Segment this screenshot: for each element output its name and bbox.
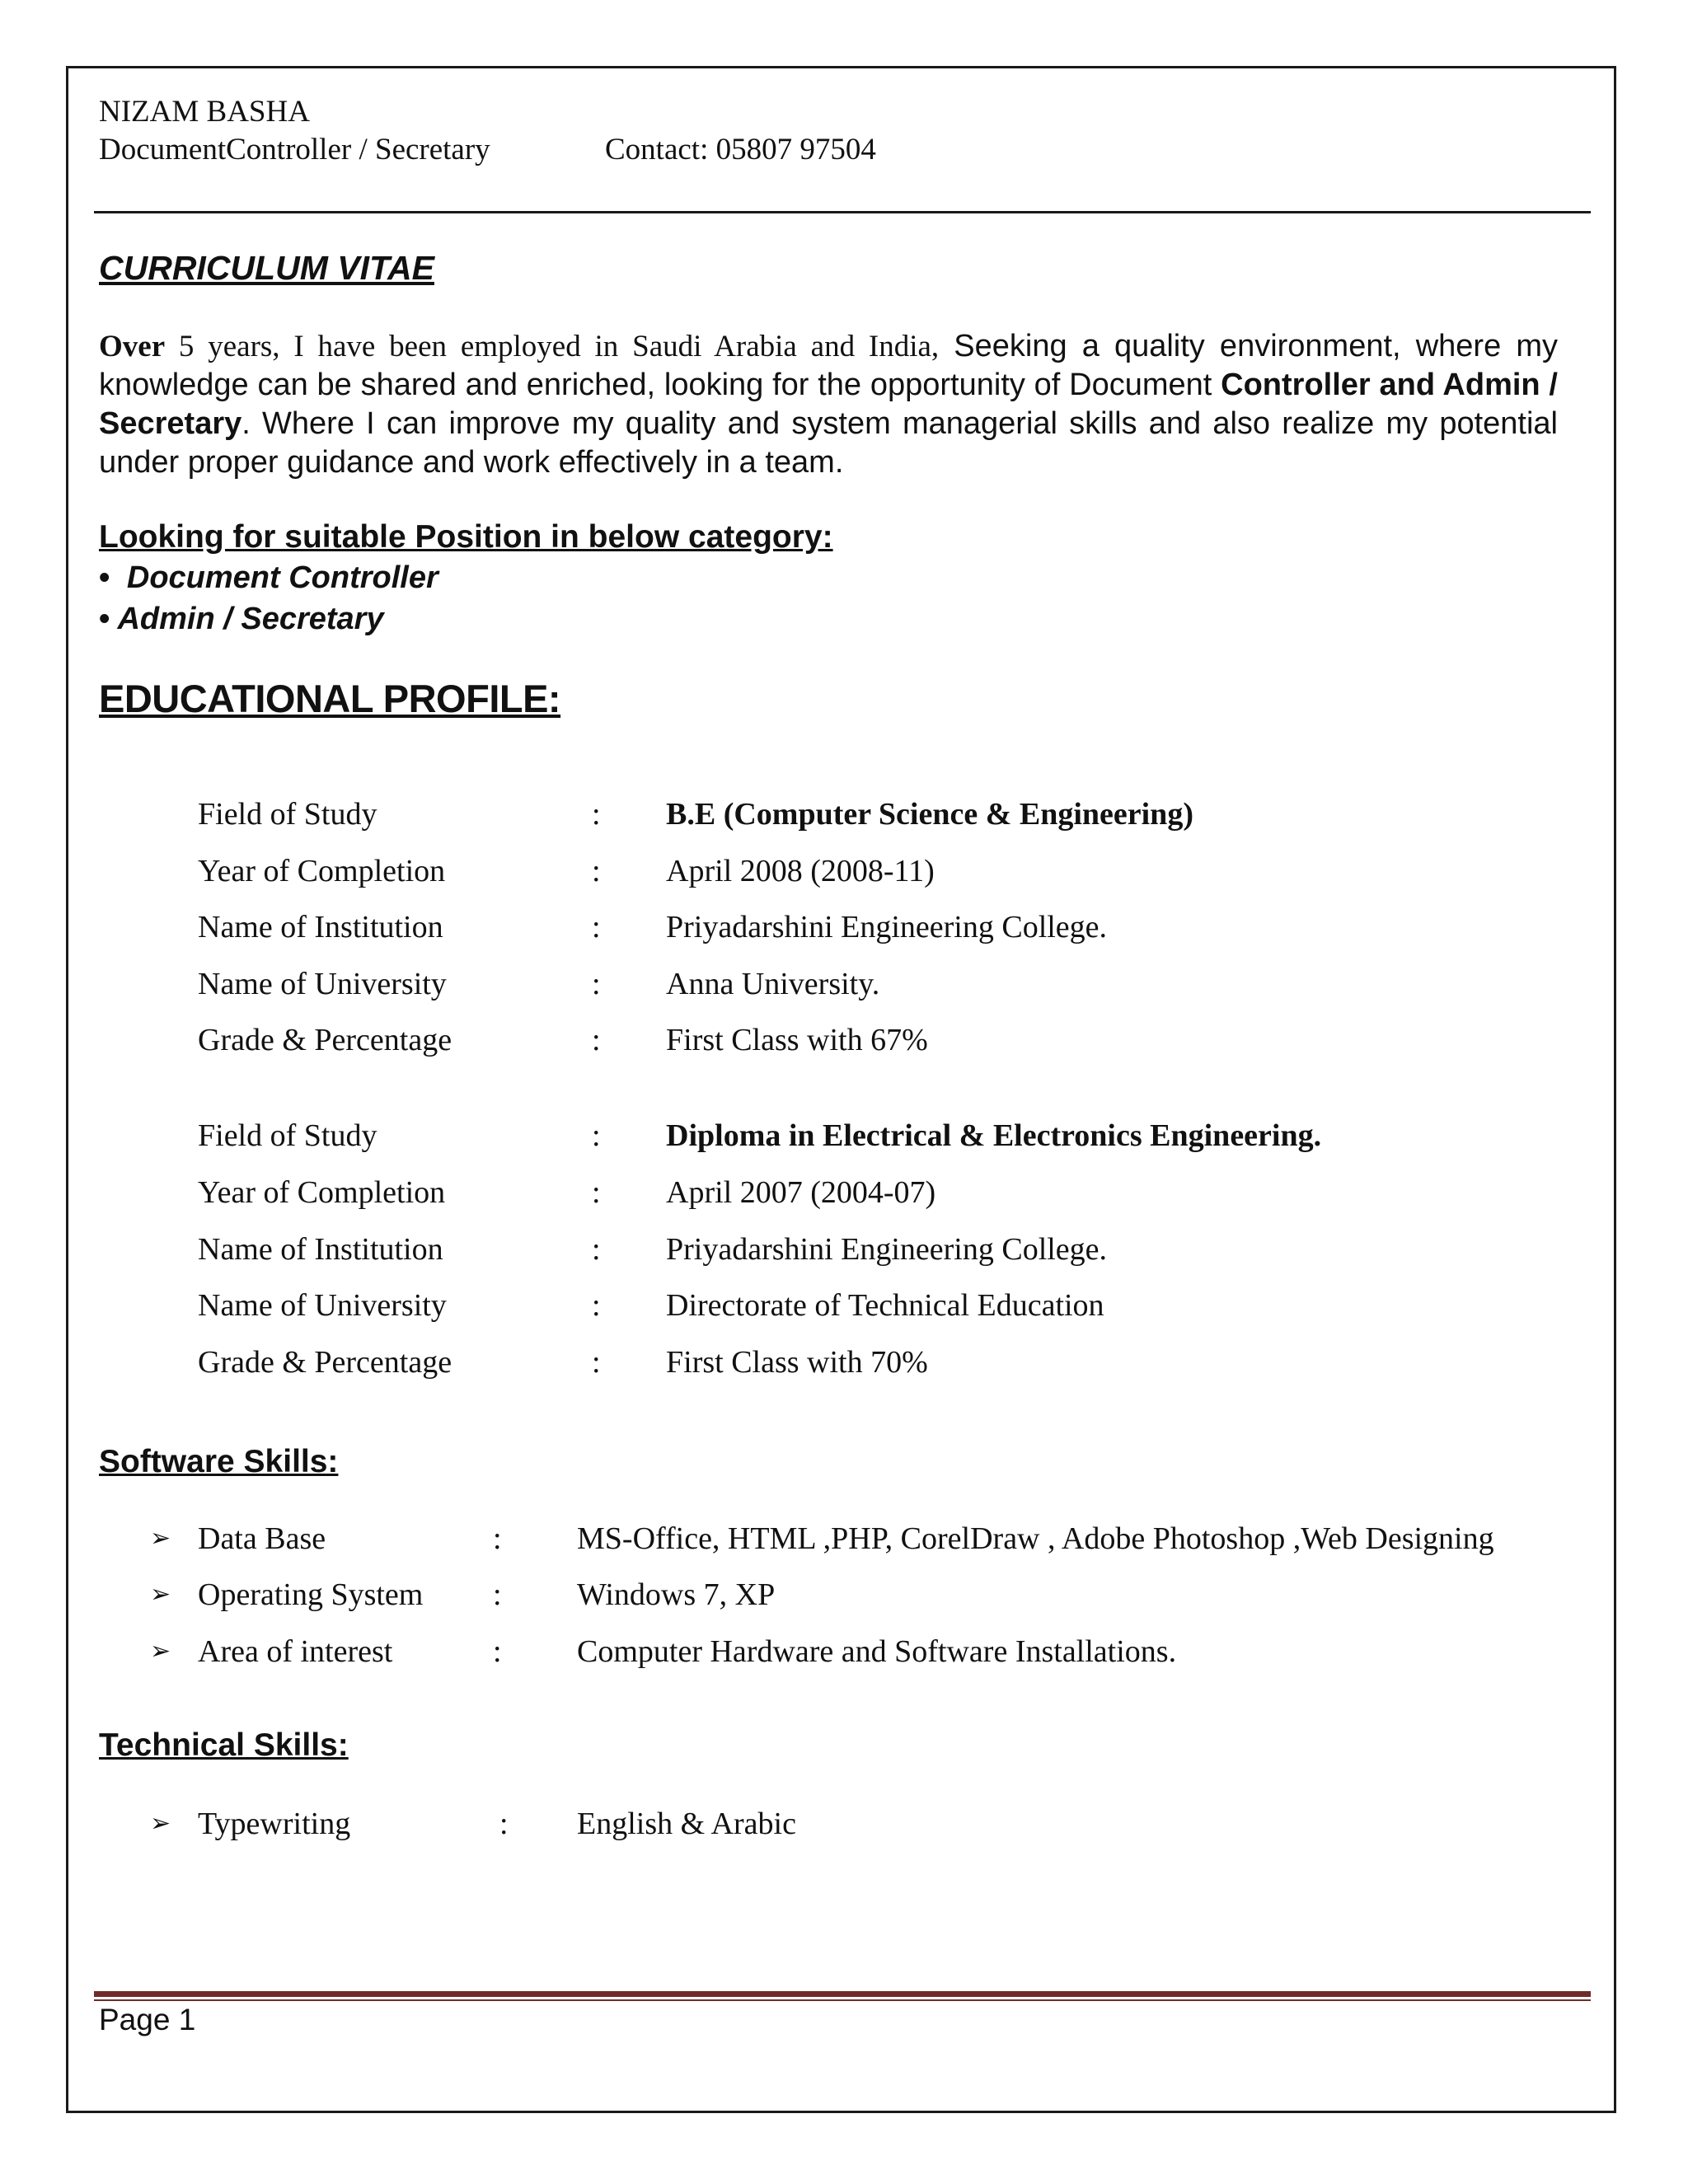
colon-separator: : bbox=[592, 1345, 601, 1380]
position-label: Document Controller bbox=[126, 560, 438, 595]
edu-row-value: B.E (Computer Science & Engineering) bbox=[666, 797, 1193, 832]
arrow-bullet-icon: ➢ bbox=[150, 1810, 171, 1837]
technical-skills-heading: Technical Skills: bbox=[99, 1727, 349, 1763]
bullet-icon: • bbox=[99, 602, 110, 636]
summary-roles: Controller and Admin / Secretary bbox=[99, 368, 1558, 441]
colon-separator: : bbox=[592, 967, 601, 1001]
edu-row-label: Name of University bbox=[198, 1288, 447, 1323]
skill-value: MS-Office, HTML ,PHP, CorelDraw , Adobe Photoshop ,Web Designing bbox=[577, 1521, 1494, 1556]
footer-divider-thin bbox=[94, 1999, 1591, 2001]
edu-row-value: First Class with 70% bbox=[666, 1345, 928, 1380]
colon-separator: : bbox=[592, 854, 601, 888]
skill-value: English & Arabic bbox=[577, 1807, 796, 1841]
edu-row-label: Year of Completion bbox=[198, 1175, 446, 1210]
skill-label: Area of interest bbox=[198, 1634, 393, 1669]
edu-row-value: April 2008 (2008-11) bbox=[666, 854, 935, 888]
edu-row-value: Anna University. bbox=[666, 967, 880, 1001]
colon-separator: : bbox=[592, 910, 601, 944]
edu-row-value: First Class with 67% bbox=[666, 1023, 928, 1057]
header-name: NIZAM BASHA bbox=[99, 95, 310, 129]
summary-over: Over bbox=[99, 330, 166, 363]
summary-paragraph bbox=[99, 327, 1558, 482]
arrow-bullet-icon: ➢ bbox=[150, 1525, 171, 1552]
cv-title: CURRICULUM VITAE bbox=[99, 249, 434, 287]
colon-separator: : bbox=[592, 1023, 601, 1057]
colon-separator: : bbox=[493, 1577, 502, 1612]
skill-value: Windows 7, XP bbox=[577, 1577, 776, 1612]
colon-separator: : bbox=[592, 797, 601, 832]
footer-divider bbox=[94, 1991, 1591, 1997]
edu-row-value: Priyadarshini Engineering College. bbox=[666, 1232, 1108, 1267]
page-number: Page 1 bbox=[99, 2003, 196, 2036]
position-label: Admin / Secretary bbox=[117, 602, 384, 636]
colon-separator: : bbox=[493, 1634, 502, 1669]
skill-value: Computer Hardware and Software Installations. bbox=[577, 1634, 1177, 1669]
summary-seeking: Seeking a quality environment, where my knowledge can be shared and enriched, looking for the opportunity of Document bbox=[99, 329, 1558, 402]
summary-years: 5 years, I have been employed in Saudi Arabia and India, bbox=[165, 330, 940, 363]
edu-row-label: Field of Study bbox=[198, 797, 377, 832]
arrow-bullet-icon: ➢ bbox=[150, 1638, 171, 1665]
edu-row-label: Field of Study bbox=[198, 1118, 377, 1153]
edu-row-value: Priyadarshini Engineering College. bbox=[666, 910, 1108, 944]
header-contact: Contact: 05807 97504 bbox=[605, 133, 876, 166]
software-skills-heading: Software Skills: bbox=[99, 1444, 339, 1479]
edu-row-value: April 2007 (2004-07) bbox=[666, 1175, 936, 1210]
edu-row-label: Grade & Percentage bbox=[198, 1345, 452, 1380]
edu-row-label: Grade & Percentage bbox=[198, 1023, 452, 1057]
colon-separator: : bbox=[499, 1807, 509, 1841]
header-divider bbox=[94, 211, 1591, 213]
edu-row-value: Directorate of Technical Education bbox=[666, 1288, 1104, 1323]
colon-separator: : bbox=[592, 1118, 601, 1153]
header-title: DocumentController / Secretary bbox=[99, 133, 490, 166]
education-heading: EDUCATIONAL PROFILE: bbox=[99, 677, 561, 720]
colon-separator: : bbox=[592, 1288, 601, 1323]
arrow-bullet-icon: ➢ bbox=[150, 1581, 171, 1608]
bullet-icon: • bbox=[99, 560, 110, 595]
skill-label: Operating System bbox=[198, 1577, 424, 1612]
edu-row-value: Diploma in Electrical & Electronics Engineering. bbox=[666, 1118, 1322, 1153]
edu-row-label: Name of Institution bbox=[198, 1232, 443, 1267]
colon-separator: : bbox=[592, 1175, 601, 1210]
edu-row-label: Year of Completion bbox=[198, 854, 446, 888]
edu-row-label: Name of University bbox=[198, 967, 447, 1001]
summary-goals: . Where I can improve my quality and system managerial skills and also realize my potential under proper guidance and work effectively in a team. bbox=[99, 406, 1558, 480]
position-item bbox=[99, 602, 384, 637]
skill-label: Typewriting bbox=[198, 1807, 351, 1841]
positions-heading: Looking for suitable Position in below category: bbox=[99, 519, 833, 555]
colon-separator: : bbox=[493, 1521, 502, 1556]
colon-separator: : bbox=[592, 1232, 601, 1267]
edu-row-label: Name of Institution bbox=[198, 910, 443, 944]
skill-label: Data Base bbox=[198, 1521, 326, 1556]
position-item bbox=[99, 560, 438, 596]
